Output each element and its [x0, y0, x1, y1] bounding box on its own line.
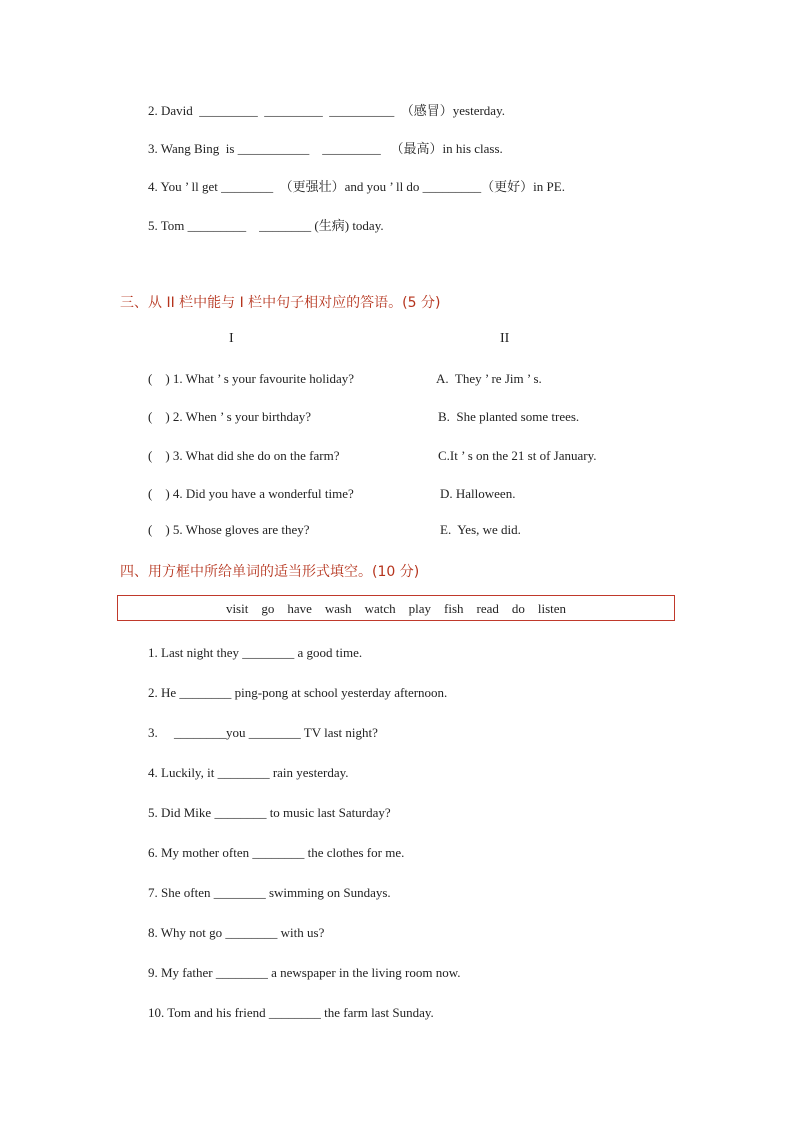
section4-heading: 四、用方框中所给单词的适当形式填空。(10 分): [120, 564, 420, 580]
s3-answer-c: C.It ’ s on the 21 st of January.: [438, 448, 597, 463]
word-box-words: visit go have wash watch play fish read do listen: [225, 601, 567, 616]
s2-item-3: 3. Wang Bing is ___________ _________ （最高）in his class.: [148, 141, 503, 156]
s3-answer-d: D. Halloween.: [440, 486, 516, 501]
s4-item-5: 5. Did Mike ________ to music last Saturday?: [148, 805, 391, 820]
s2-item-2: 2. David _________ _________ __________ （感冒）yesterday.: [148, 103, 505, 118]
s4-item-2: 2. He ________ ping-pong at school yesterday afternoon.: [148, 685, 448, 700]
s3-question-3: ( ) 3. What did she do on the farm?: [148, 448, 340, 463]
s4-item-3: 3. ________you ________ TV last night?: [148, 725, 378, 740]
s3-question-4: ( ) 4. Did you have a wonderful time?: [148, 486, 354, 501]
s3-answer-e: E. Yes, we did.: [440, 522, 521, 537]
column-1-label: I: [229, 331, 234, 346]
section3-heading: 三、从 II 栏中能与 I 栏中句子相对应的答语。(5 分): [120, 295, 441, 311]
s3-question-5: ( ) 5. Whose gloves are they?: [148, 522, 310, 537]
s3-question-2: ( ) 2. When ’ s your birthday?: [148, 409, 312, 424]
s2-item-4: 4. You ’ ll get ________ （更强壮）and you ’ ll do _________（更好）in PE.: [148, 179, 565, 194]
s4-item-1: 1. Last night they ________ a good time.: [148, 645, 363, 660]
s2-item-5: 5. Tom _________ ________ (生病) today.: [148, 218, 384, 233]
s3-answer-b: B. She planted some trees.: [438, 409, 580, 424]
word-box: [117, 595, 675, 621]
column-2-label: II: [500, 331, 510, 346]
s4-item-10: 10. Tom and his friend ________ the farm last Sunday.: [148, 1005, 434, 1020]
s4-item-8: 8. Why not go ________ with us?: [148, 925, 325, 940]
s4-item-9: 9. My father ________ a newspaper in the living room now.: [148, 965, 461, 980]
s4-item-6: 6. My mother often ________ the clothes for me.: [148, 845, 405, 860]
s3-answer-a: A. They ’ re Jim ’ s.: [436, 371, 542, 386]
s4-item-7: 7. She often ________ swimming on Sundays.: [148, 885, 391, 900]
s4-item-4: 4. Luckily, it ________ rain yesterday.: [148, 765, 349, 780]
s3-question-1: ( ) 1. What ’ s your favourite holiday?: [148, 371, 355, 386]
